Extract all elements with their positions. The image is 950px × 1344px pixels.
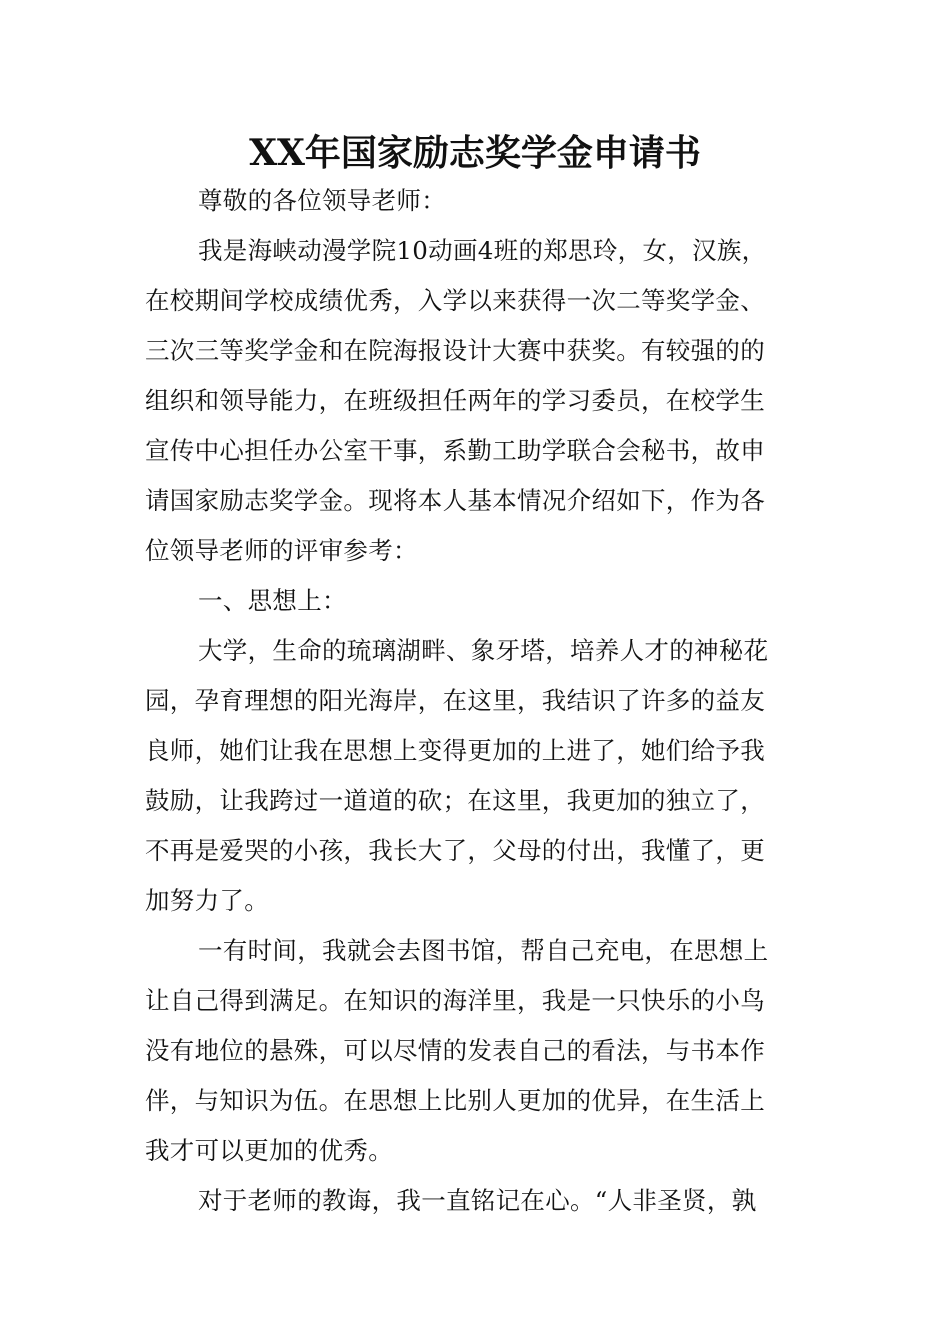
body-line: 加努力了。 (145, 886, 269, 915)
body-line: 尊敬的各位领导老师： (198, 186, 446, 215)
body-line: 伴，与知识为伍。在思想上比别人更加的优异，在生活上 (145, 1086, 765, 1115)
body-line: 位领导老师的评审参考： (145, 536, 418, 565)
body-line: 请国家励志奖学金。现将本人基本情况介绍如下，作为各 (145, 486, 765, 515)
body-line: 在校期间学校成绩优秀，入学以来获得一次二等奖学金、 (145, 286, 765, 315)
body-line: 不再是爱哭的小孩，我长大了，父母的付出，我懂了，更 (145, 836, 765, 865)
body-line: 大学，生命的琉璃湖畔、象牙塔，培养人才的神秘花 (198, 636, 769, 665)
body-line: 没有地位的悬殊，可以尽情的发表自己的看法，与书本作 (145, 1036, 765, 1065)
body-line: 对于老师的教诲，我一直铭记在心。“人非圣贤，孰 (198, 1186, 757, 1215)
body-line: 一有时间，我就会去图书馆，帮自己充电，在思想上 (198, 936, 769, 965)
body-line: 让自己得到满足。在知识的海洋里，我是一只快乐的小鸟 (145, 986, 765, 1015)
document-body (145, 176, 809, 1226)
body-line: 三次三等奖学金和在院海报设计大赛中获奖。有较强的的 (145, 336, 765, 365)
body-line: 良师，她们让我在思想上变得更加的上进了，她们给予我 (145, 736, 765, 765)
body-line: 我才可以更加的优秀。 (145, 1136, 393, 1165)
body-line: 我是海峡动漫学院10动画4班的郑思玲，女，汉族， (198, 236, 767, 265)
body-line: 园，孕育理想的阳光海岸，在这里，我结识了许多的益友 (145, 686, 765, 715)
document-title: XX年国家励志奖学金申请书 (249, 132, 701, 174)
body-line: 鼓励，让我跨过一道道的砍；在这里，我更加的独立了， (145, 786, 765, 815)
body-line: 一、思想上： (198, 586, 347, 615)
body-line: 宣传中心担任办公室干事，系勤工助学联合会秘书，故申 (145, 436, 765, 465)
body-line: 组织和领导能力，在班级担任两年的学习委员，在校学生 (145, 386, 765, 415)
